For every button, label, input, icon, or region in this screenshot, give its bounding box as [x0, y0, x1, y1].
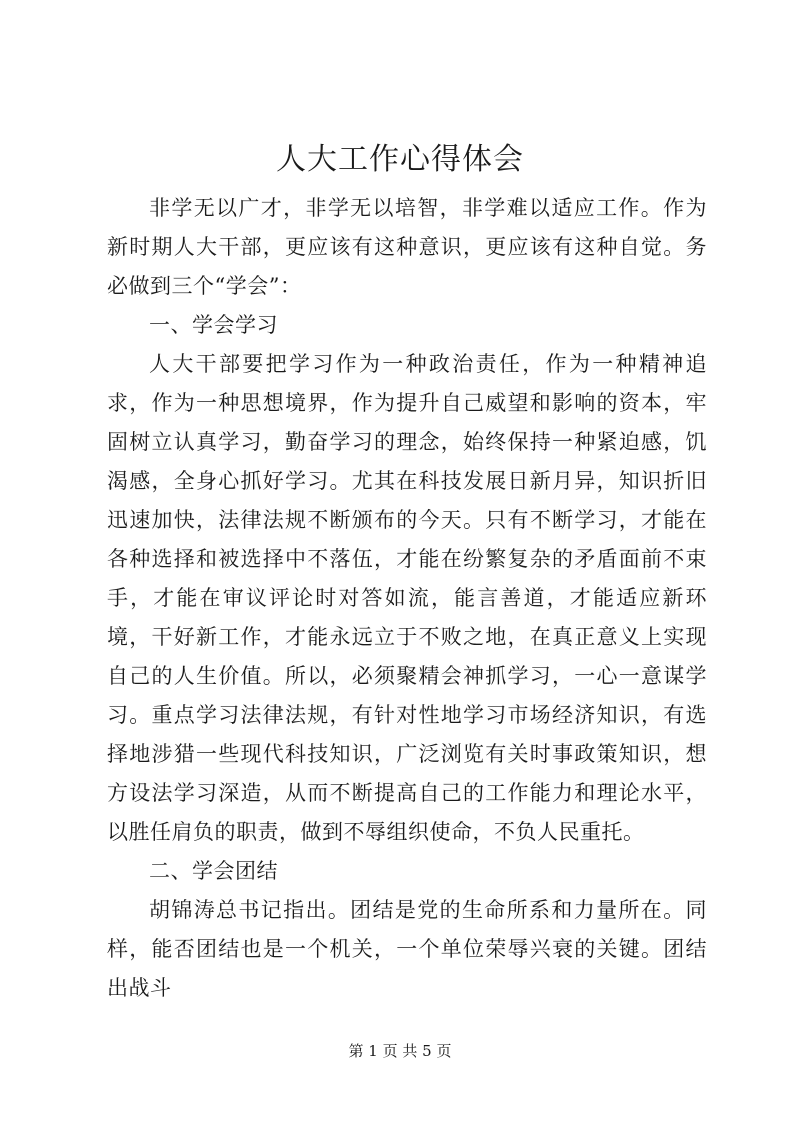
- section-heading-learning: 一、学会学习: [149, 313, 278, 337]
- paragraph-learning: 人大干部要把学习作为一种政治责任，作为一种精神追求，作为一种思想境界，作为提升自己威望和影响的资本，牢固树立认真学习，勤奋学习的理念，始终保持一种紧迫感，饥渴感，全身心抓好学习。尤其在科技发展日新月异，知识折旧迅速加快，法律法规不断颁布的今天。只有不断学习，才能在各种选择和被选择中不落伍，才能在纷繁复杂的矛盾面前不束手，才能在审议评论时对答如流，能言善道，才能适应新环境，干好新工作，才能永远立于不败之地，在真正意义上实现自己的人生价值。所以，必须聚精会神抓学习，一心一意谋学习。重点学习法律法规，有针对性地学习市场经济知识，有选择地涉猎一些现代科技知识，广泛浏览有关时事政策知识，想方设法学习深造，从而不断提高自己的工作能力和理论水平，以胜任肩负的职责，做到不辱组织使命，不负人民重托。: [107, 352, 707, 844]
- paragraph-intro: 非学无以广才，非学无以培智，非学难以适应工作。作为新时期人大干部，更应该有这种意识，更应该有这种自觉。务必做到三个“学会”：: [107, 196, 707, 298]
- document-title: 人大工作心得体会: [276, 142, 524, 177]
- paragraph-unity: 胡锦涛总书记指出。团结是党的生命所系和力量所在。同样，能否团结也是一个机关，一个单位荣辱兴衰的关键。团结出战斗: [107, 898, 707, 1000]
- page-footer: 第 1 页 共 5 页: [348, 1042, 452, 1060]
- document-body: [107, 189, 707, 1008]
- section-heading-unity: 二、学会团结: [149, 859, 278, 883]
